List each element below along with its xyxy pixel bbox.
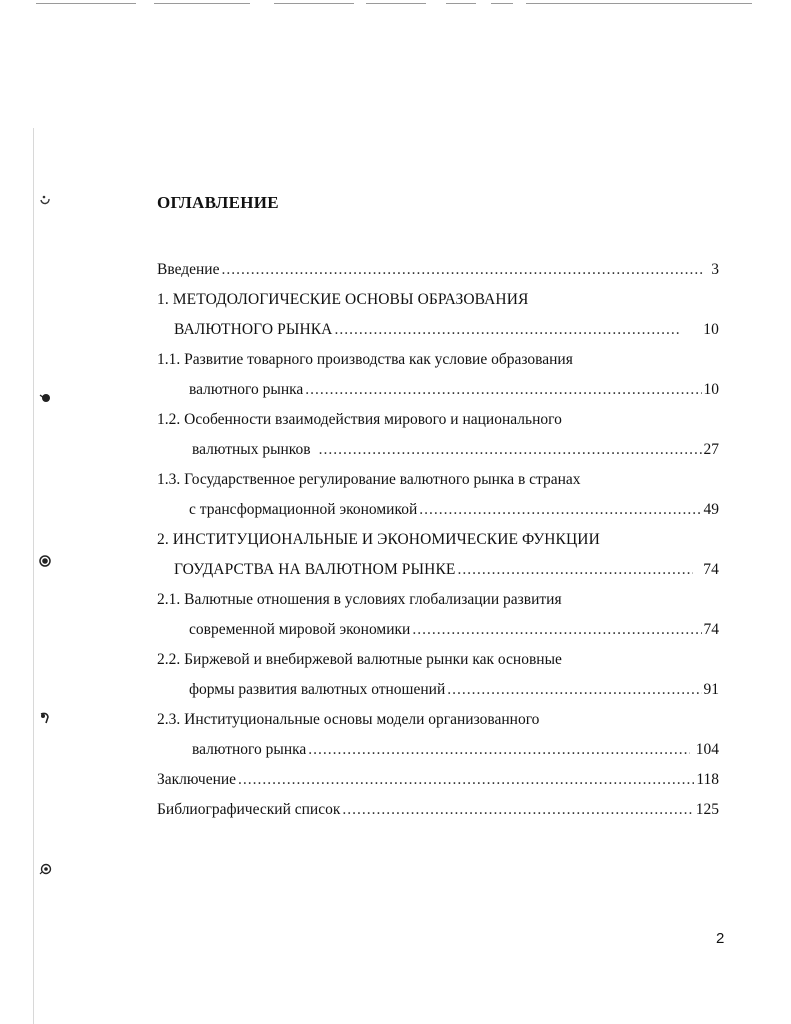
toc-section-1-3-title[interactable] bbox=[157, 465, 719, 495]
punch-hole-icon bbox=[38, 554, 52, 568]
toc-chapter-1-continuation[interactable] bbox=[157, 315, 719, 345]
toc-chapter-2-continuation[interactable] bbox=[157, 555, 719, 585]
dot-leader bbox=[342, 795, 693, 825]
toc-section-2-1-continuation[interactable] bbox=[157, 615, 719, 645]
dot-leader bbox=[305, 375, 701, 405]
toc-page-number: 74 bbox=[703, 621, 719, 638]
toc-section-2-1-title[interactable] bbox=[157, 585, 719, 615]
toc-page-number: 118 bbox=[696, 771, 719, 788]
dot-leader bbox=[412, 615, 701, 645]
toc-section-2-3-continuation[interactable] bbox=[157, 735, 719, 765]
toc-section-1-2-title[interactable] bbox=[157, 405, 719, 435]
toc-entry-bibliography[interactable] bbox=[157, 795, 719, 825]
toc-entry-label: Заключение bbox=[157, 771, 237, 788]
toc-entry-label: с трансформационной экономикой bbox=[189, 501, 418, 518]
toc-entry-label: валютных рынков bbox=[192, 441, 311, 458]
toc-entry-label: 1.2. Особенности взаимодействия мирового и национального bbox=[157, 411, 562, 428]
toc-entry-label: валютного рынка bbox=[189, 381, 304, 398]
dot-leader bbox=[319, 435, 702, 465]
toc-page-number: 10 bbox=[703, 381, 719, 398]
toc-entry-label: ГОУДАРСТВА НА ВАЛЮТНОМ РЫНКЕ bbox=[174, 561, 456, 578]
scan-edge-artifact bbox=[36, 0, 756, 8]
toc-entry-label: валютного рынка bbox=[192, 741, 307, 758]
toc-section-1-3-continuation[interactable] bbox=[157, 495, 719, 525]
toc-entry-label: 2.3. Институциональные основы модели организованного bbox=[157, 711, 540, 728]
dot-leader bbox=[308, 735, 689, 765]
toc-page-number: 74 bbox=[703, 561, 719, 578]
toc-entry-label: 1. МЕТОДОЛОГИЧЕСКИЕ ОСНОВЫ ОБРАЗОВАНИЯ bbox=[157, 291, 529, 308]
toc-entry-label: ВАЛЮТНОГО РЫНКА bbox=[174, 321, 333, 338]
toc-section-2-2-continuation[interactable] bbox=[157, 675, 719, 705]
toc-entry-label: Библиографический список bbox=[157, 801, 341, 818]
toc-page-number: 91 bbox=[703, 681, 719, 698]
toc-page-number: 10 bbox=[703, 321, 719, 338]
table-of-contents bbox=[157, 255, 719, 825]
toc-section-2-3-title[interactable] bbox=[157, 705, 719, 735]
toc-page-number: 27 bbox=[703, 441, 719, 458]
page-number: 2 bbox=[716, 930, 725, 947]
toc-entry-label: Введение bbox=[157, 261, 220, 278]
margin-line bbox=[33, 128, 34, 1024]
toc-chapter-2-title[interactable] bbox=[157, 525, 719, 555]
punch-hole-icon bbox=[38, 711, 52, 725]
dot-leader bbox=[457, 555, 693, 585]
toc-section-1-2-continuation[interactable] bbox=[157, 435, 719, 465]
toc-entry-label: формы развития валютных отношений bbox=[189, 681, 446, 698]
toc-entry-label: 2.1. Валютные отношения в условиях глобализации развития bbox=[157, 591, 562, 608]
toc-entry-label: современной мировой экономики bbox=[189, 621, 411, 638]
toc-page-number: 49 bbox=[703, 501, 719, 518]
toc-entry-conclusion[interactable] bbox=[157, 765, 719, 795]
dot-leader bbox=[334, 315, 681, 345]
toc-page-number: 125 bbox=[695, 801, 719, 818]
toc-chapter-1-title[interactable] bbox=[157, 285, 719, 315]
toc-entry-label: 2. ИНСТИТУЦИОНАЛЬНЫЕ И ЭКОНОМИЧЕСКИЕ ФУНКЦИИ bbox=[157, 531, 600, 548]
toc-section-2-2-title[interactable] bbox=[157, 645, 719, 675]
toc-entry-label: 1.3. Государственное регулирование валютного рынка в странах bbox=[157, 471, 581, 488]
toc-entry-intro[interactable] bbox=[157, 255, 719, 285]
dot-leader bbox=[221, 255, 703, 285]
dot-leader bbox=[238, 765, 694, 795]
punch-hole-icon bbox=[38, 391, 52, 405]
punch-hole-icon bbox=[38, 862, 52, 876]
toc-page-number: 3 bbox=[711, 261, 719, 278]
punch-hole-icon bbox=[38, 193, 52, 207]
dot-leader bbox=[419, 495, 701, 525]
toc-entry-label: 2.2. Биржевой и внебиржевой валютные рынки как основные bbox=[157, 651, 562, 668]
toc-entry-label: 1.1. Развитие товарного производства как условие образования bbox=[157, 351, 573, 368]
toc-section-1-1-title[interactable] bbox=[157, 345, 719, 375]
toc-page-number: 104 bbox=[695, 741, 719, 758]
dot-leader bbox=[447, 675, 701, 705]
toc-section-1-1-continuation[interactable] bbox=[157, 375, 719, 405]
page-title: ОГЛАВЛЕНИЕ bbox=[157, 193, 279, 212]
